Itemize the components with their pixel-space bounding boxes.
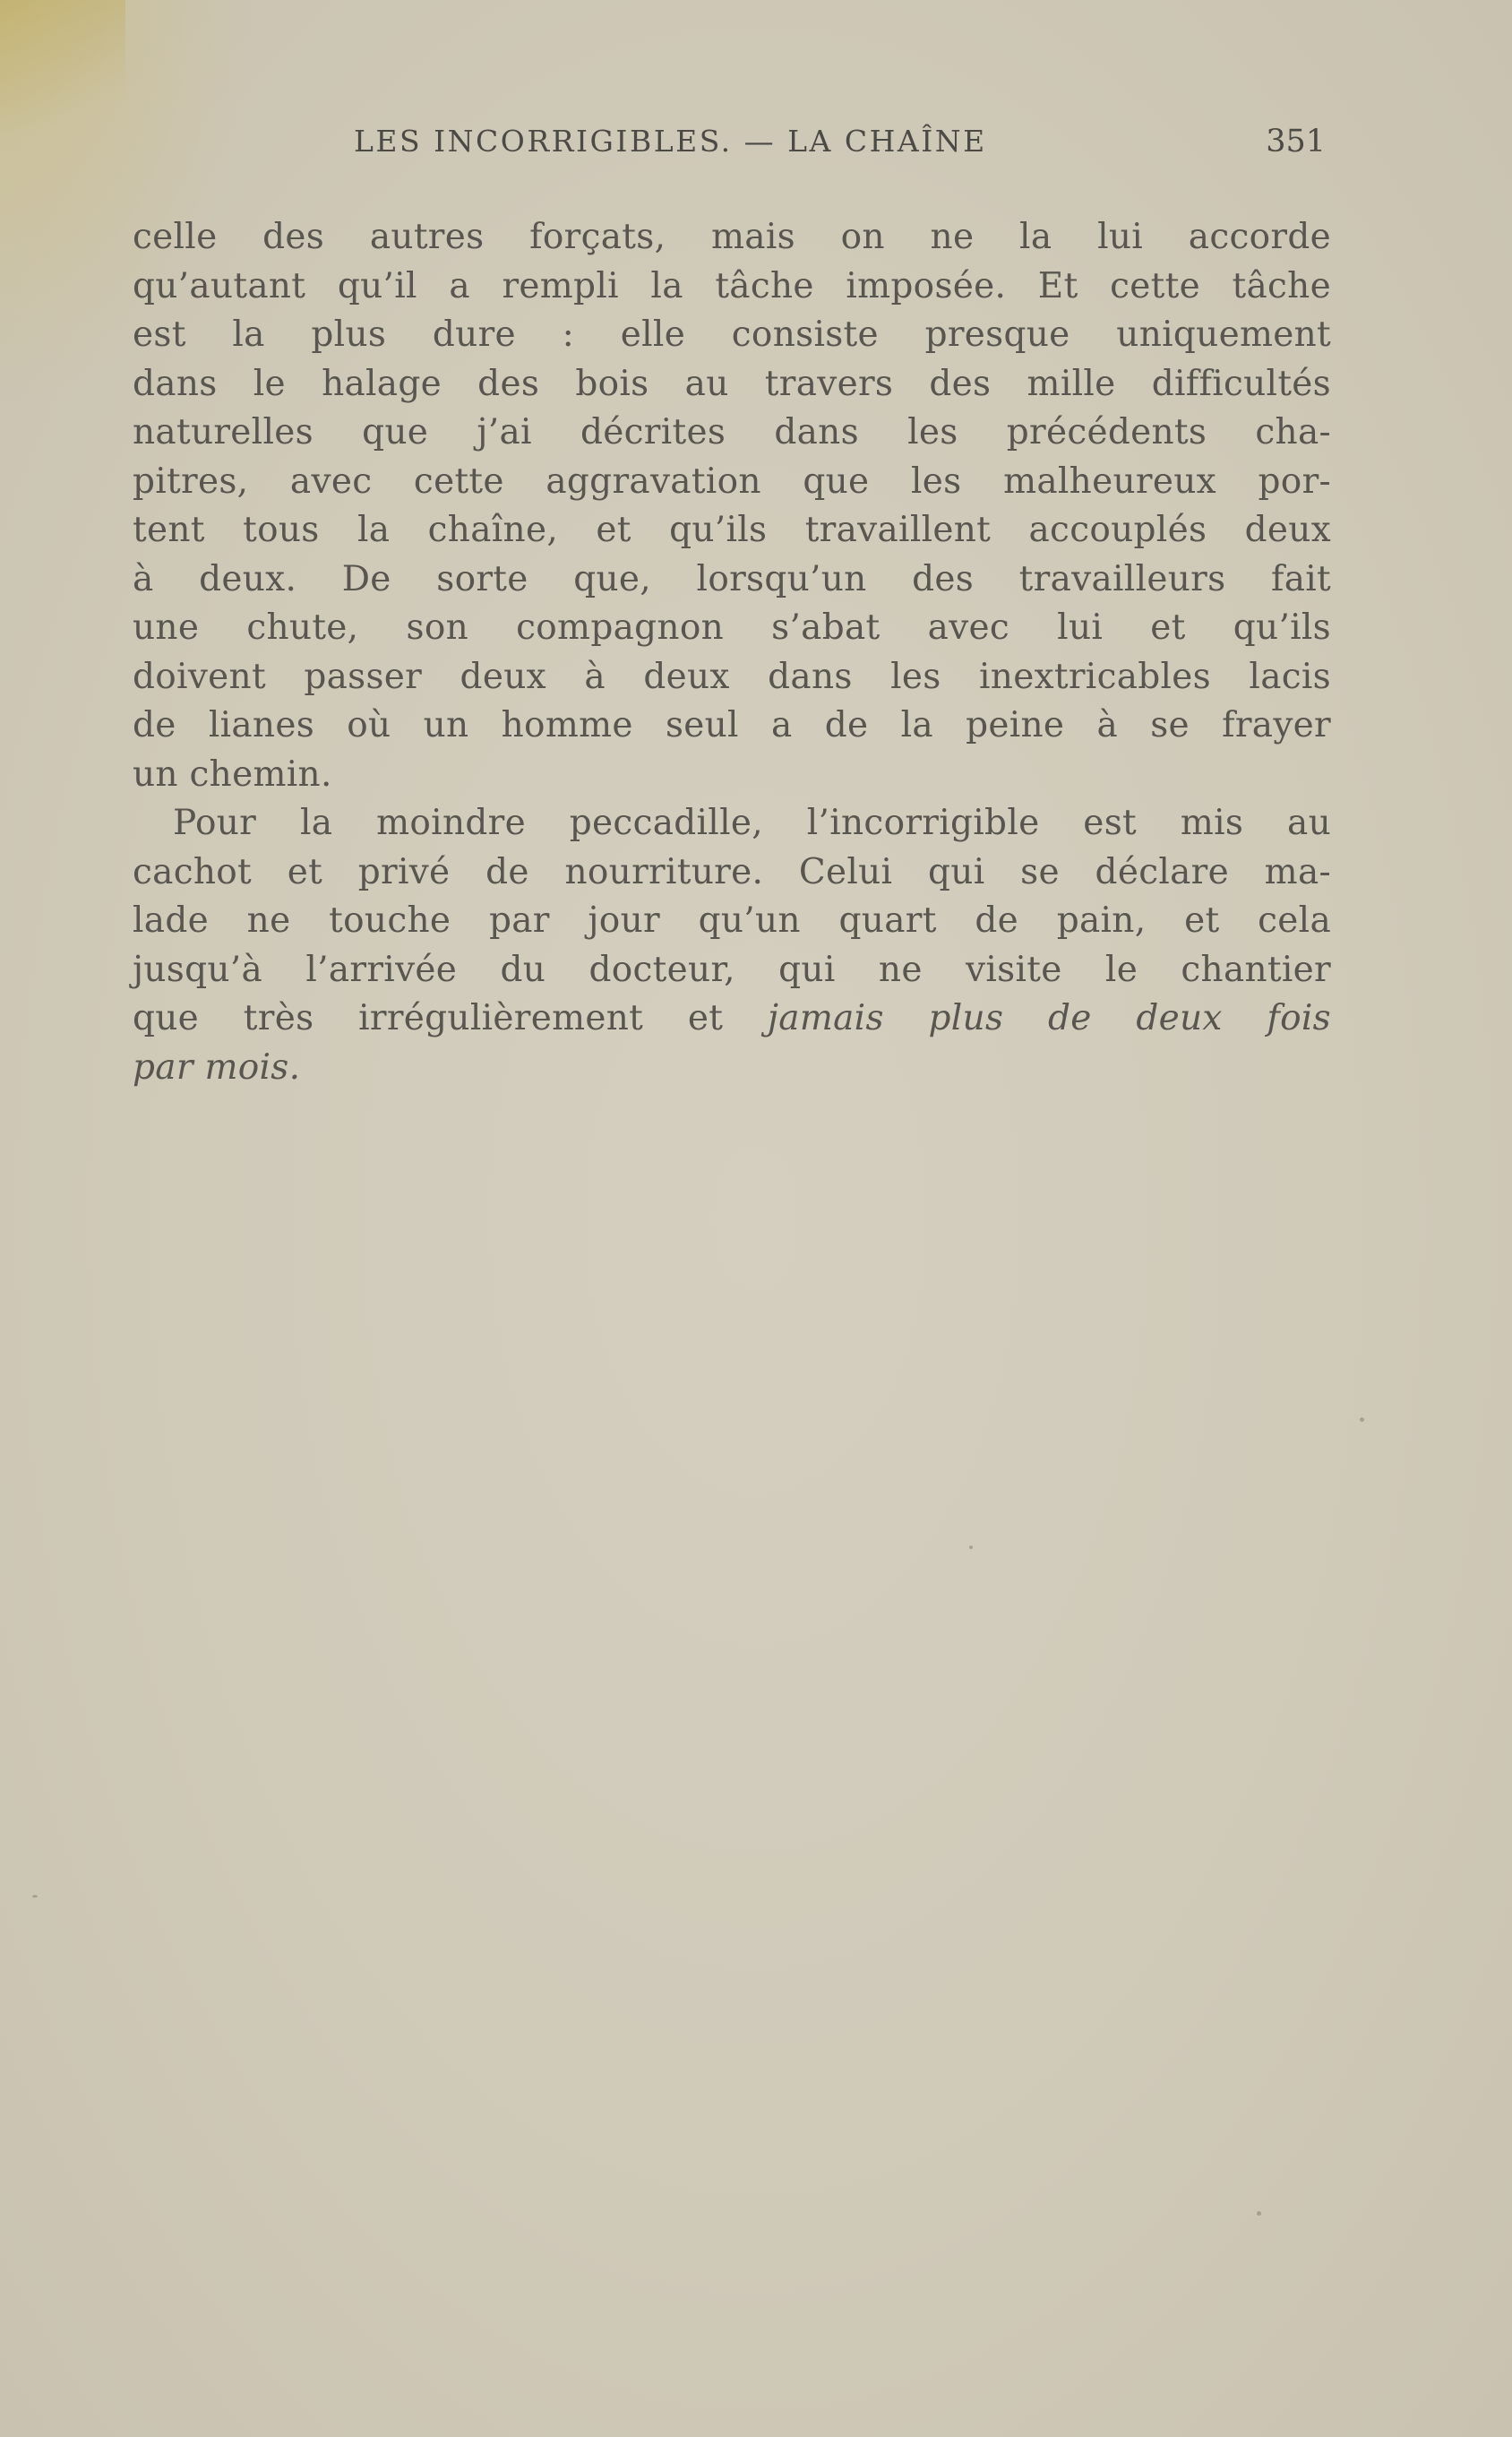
text-line: lade ne touche par jour qu’un quart de pain, et cela xyxy=(133,900,1331,941)
text-line: pitres, avec cette aggravation que les malheureux por- xyxy=(133,461,1331,502)
page-stain xyxy=(0,0,125,161)
roman-text: que très irrégulièrement et xyxy=(133,998,768,1038)
text-line-mixed xyxy=(133,995,1331,1044)
text-line: une chute, son compagnon s’abat avec lui et qu’ils xyxy=(133,607,1331,648)
text-line: naturelles que j’ai décrites dans les précédents cha- xyxy=(133,412,1331,452)
text-line: de lianes où un homme seul a de la peine à se frayer xyxy=(133,705,1331,745)
paper-speck xyxy=(32,1895,38,1898)
text-line: cachot et privé de nourriture. Celui qui se déclare ma- xyxy=(133,851,1331,892)
page-header xyxy=(354,124,1326,174)
text-line: Pour la moindre peccadille, l’incorrigible est mis au xyxy=(173,803,1331,843)
paper-speck xyxy=(1257,2211,1261,2216)
text-line: un chemin. xyxy=(133,753,332,795)
text-line: celle des autres forçats, mais on ne la lui accorde xyxy=(133,217,1331,257)
text-line: à deux. De sorte que, lorsqu’un des travailleurs fait xyxy=(133,558,1331,599)
text-line: jusqu’à l’arrivée du docteur, qui ne visite le chantier xyxy=(133,949,1331,990)
paper-speck xyxy=(969,1546,973,1549)
text-line: dans le halage des bois au travers des mille difficultés xyxy=(133,363,1331,404)
text-line: est la plus dure : elle consiste presque uniquement xyxy=(133,314,1331,355)
italic-text: jamais plus de deux fois xyxy=(767,998,1331,1038)
page-number: 351 xyxy=(1266,124,1326,159)
paper-speck xyxy=(1360,1417,1364,1422)
running-title: LES INCORRIGIBLES. — LA CHAÎNE xyxy=(354,124,987,159)
text-line: tent tous la chaîne, et qu’ils travaillent accouplés deux xyxy=(133,510,1331,550)
text-line: doivent passer deux à deux dans les inextricables lacis xyxy=(133,656,1331,697)
text-line: qu’autant qu’il a rempli la tâche imposée. Et cette tâche xyxy=(133,265,1331,306)
body-text xyxy=(133,213,1331,1092)
text-line: par mois. xyxy=(133,1046,301,1088)
